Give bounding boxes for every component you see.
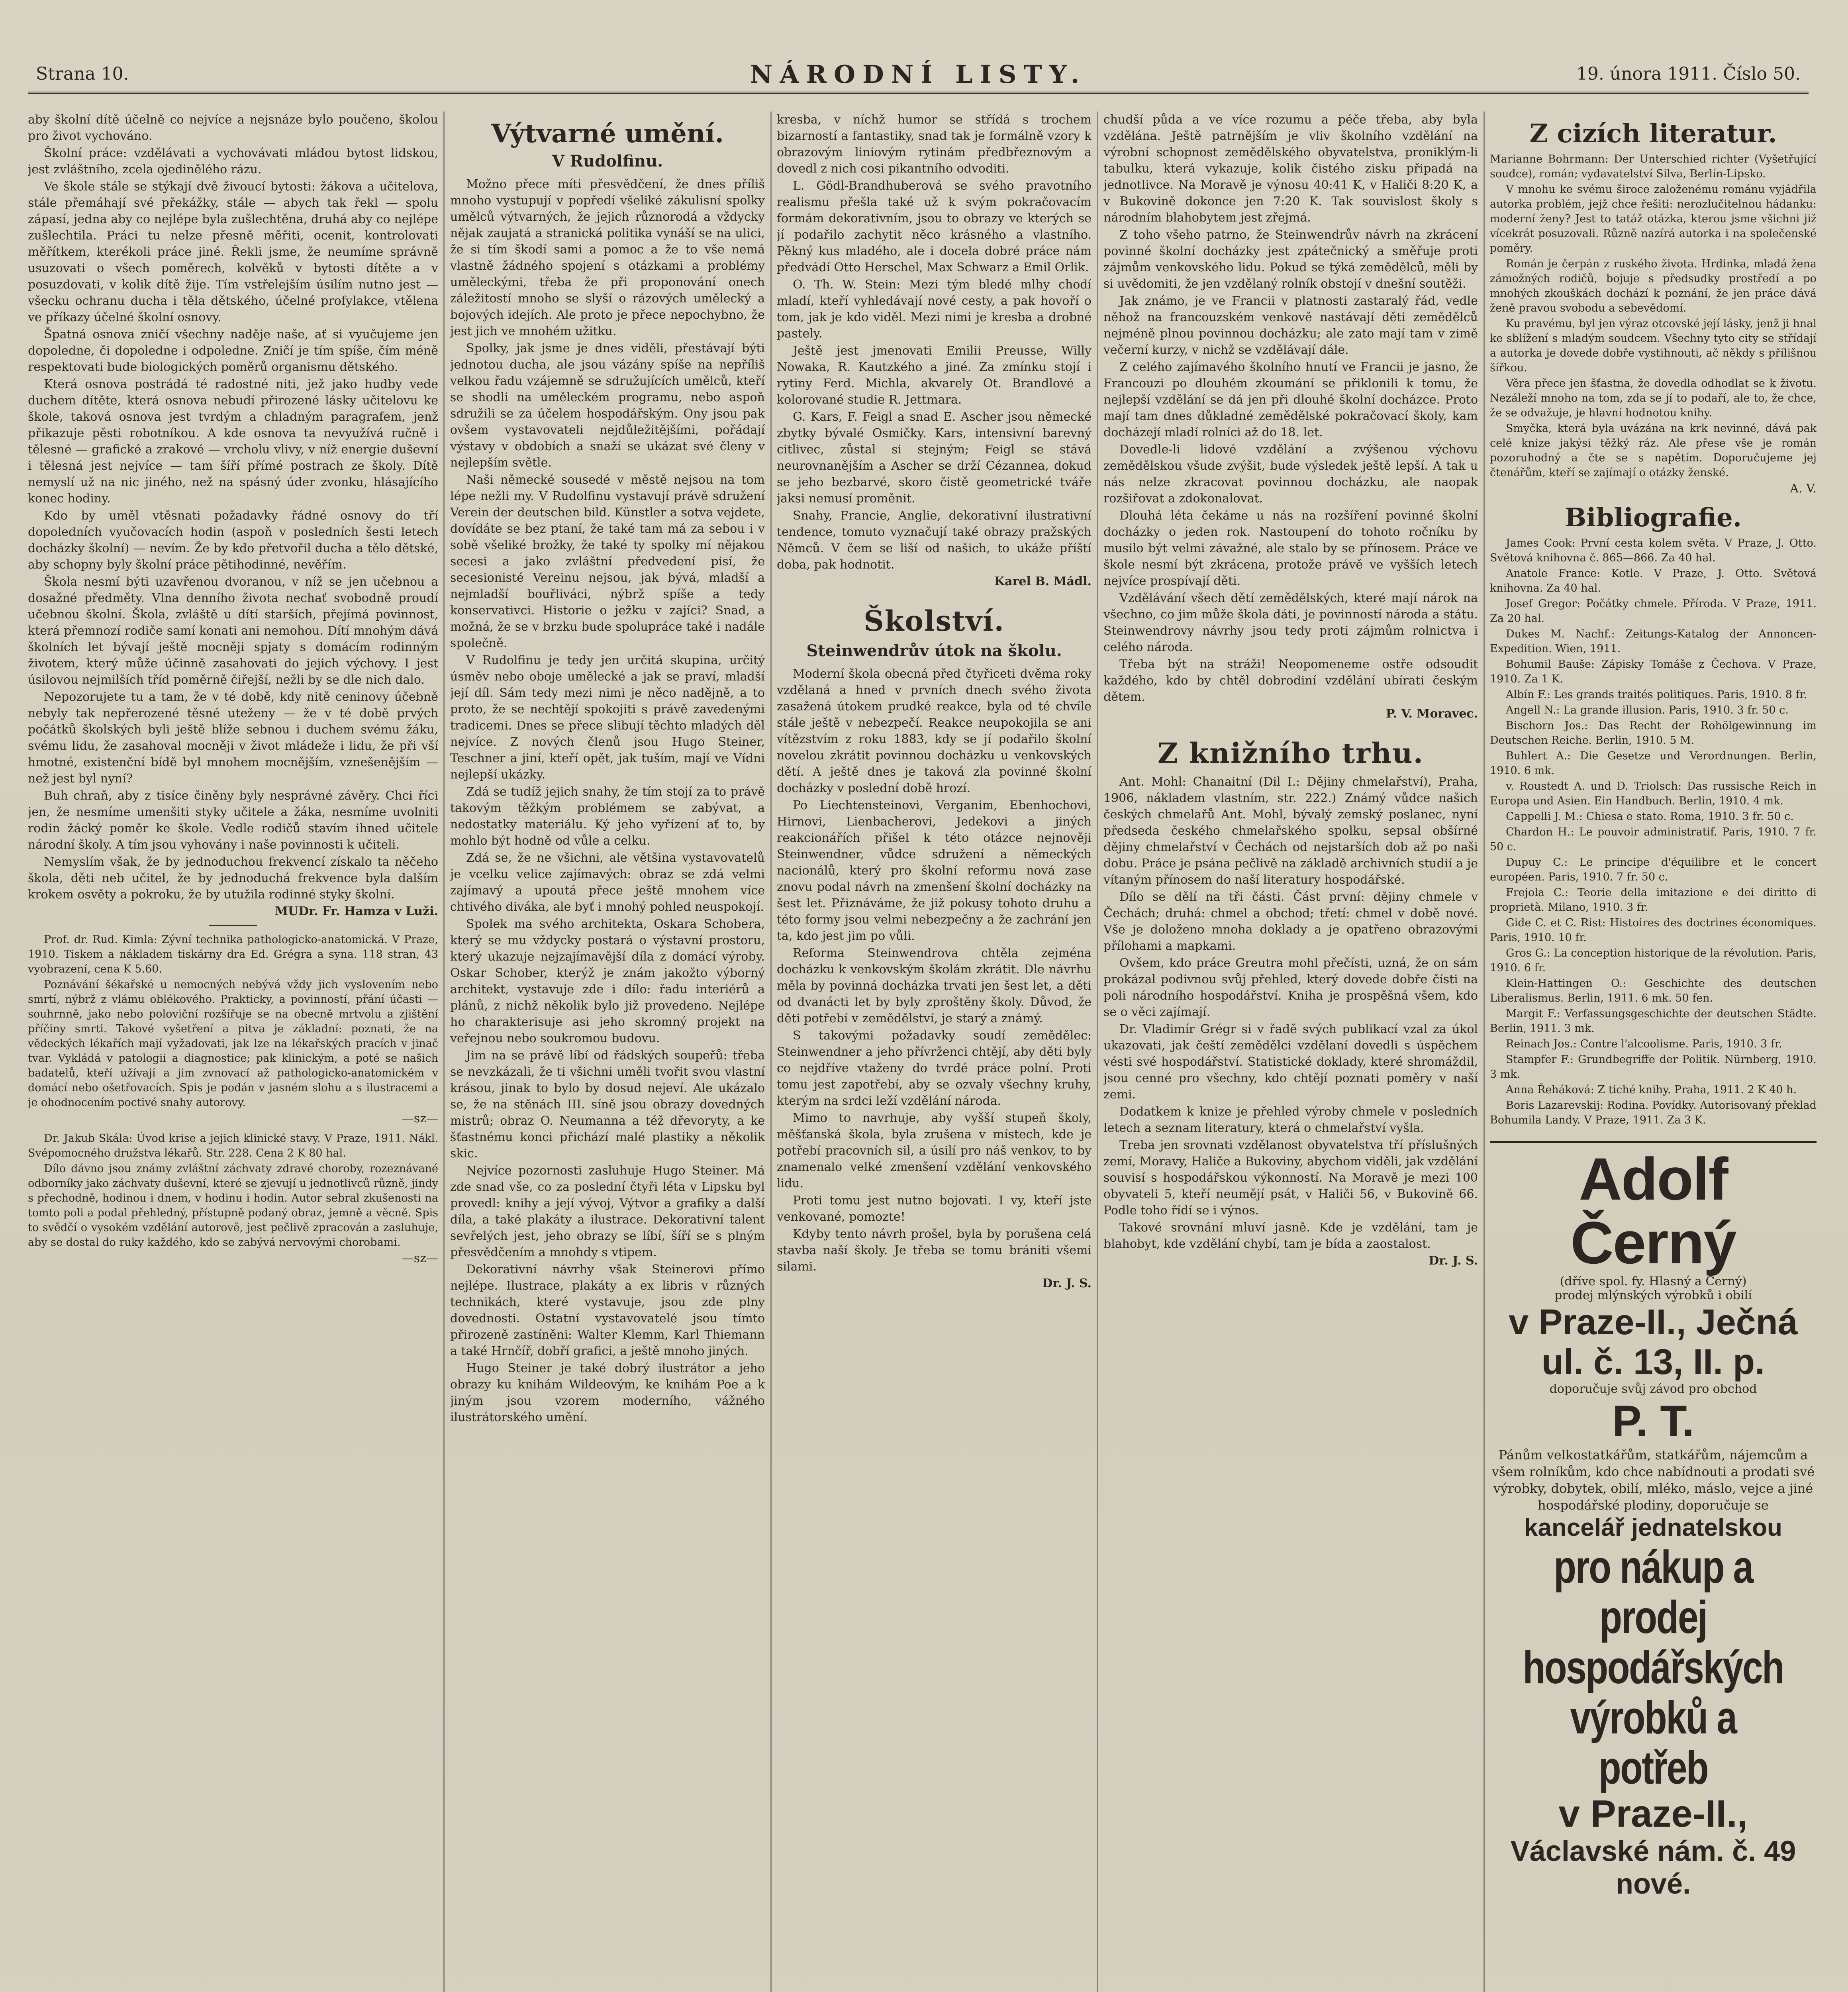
paragraph: G. Kars, F. Feigl a snad E. Ascher jsou německé zbytky bývalé Osmičky. Kars, intensivní barevný citlivec, zůstal si stejným; Feigl se stává neurovnanějším a Ascher se drží Cézannea, dokud se jeho bezbarvé, skoro čistě geometrické tváře jaksi nemusí proměnit.	[777, 410, 1092, 506]
paragraph: Nejvíce pozornosti zasluhuje Hugo Steiner. Má zde snad vše, co za poslední čtyři léta v Lipsku byl provedl: knihy a její vývoj, Výtvor a grafiky a další díla, a také plakáty a ilustrace. Dekorativní talent sevřelých jest, jeho obrazy se líbí, šíří se s plným přesvědčením a mnohdy s vtipem.	[450, 1164, 765, 1259]
paragraph: Ant. Mohl: Chanaitní (Dil I.: Dějiny chmelařství), Praha, 1906, nákladem vlastním, str. 222.) Známý vůdce našich českých chmelařů Ant. Mohl, bývalý zemský poslanec, nyní předseda českého chmelařského spolku, sepsal obšírné dějiny chmelařství v Čechách od nejstarších dob až po naši dobu. Práce je psána pečlivě na základě archivních studií a je vítaným přínosem do naší literatury hospodářské.	[1103, 775, 1478, 887]
bibliography-entry: Stampfer F.: Grundbegriffe der Politik. Nürnberg, 1910. 3 mk.	[1490, 1053, 1817, 1080]
bibliography-entry: Bischorn Jos.: Das Recht der Rohölgewinnung im Deutschen Reiche. Berlin, 1910. 5 M.	[1490, 720, 1817, 747]
paragraph: Dovedle-li lidové vzdělání a zvýšenou výchovu zemědělskou všude zvýšit, bude výsledek ještě lepší. A tak u nás nelze zkracovat povinnou docházku, ale naopak rozšiřovat a zdokonalovat.	[1103, 443, 1478, 506]
paragraph: Ve škole stále se stýkají dvě živoucí bytosti: žákova a učitelova, stále přemáhají své překážky, stále — abych tak řekl — spolu zápasí, jedna aby co nejlépe byla zušlechtěna, druhá aby co nejlépe zušlechtila. Práci tu nelze přesně měřiti, ocenit, kontrolovati měřítkem, kterékoli práce jiné. Řekli jsme, že neumíme správně usuzovati o všech poměrech, kolvěků v bytosti dítěte a v posuzdovati, v kolik dítě žije. Tím vstřelejším úsilím nutno jest — všecku ochranu ducha i těla dětského, účelné profylakce, vtělena ve příkazy účelné školní osnovy.	[28, 180, 438, 324]
paragraph: Nemyslím však, že by jednoduchou frekvencí získalo ta něčeho škola, děti neb učitel, že by jednoduchá frekvence byla dalším krokem osvěty a pokroku, že by utužila rodinné styky školní.	[28, 855, 438, 902]
paragraph: Takové srovnání mluví jasně. Kde je vzdělání, tam je blahobyt, kde vzdělání chybí, tam je bída a zaostalost.	[1103, 1221, 1478, 1251]
column-5	[1490, 112, 1817, 1992]
paragraph: Reforma Steinwendrova chtěla zejména docházku k venkovským školám zkrátit. Dle návrhu měla by povinná docházka trvati jen šest let, a děti od dvanácti let by byly zproštěny školy. Důvod, že děti potřebí v zemědělství, je starý a známý.	[777, 946, 1092, 1025]
paragraph: S takovými požadavky soudí zemědělec: Steinwendner a jeho přívrženci chtějí, aby děti byly co nejdříve vtaženy do tvrdé práce polní. Proti tomu jest zapotřebí, aby se ozvaly všechny kruhy, kterým na srdci leží vzdělání národa.	[777, 1029, 1092, 1108]
article-title: Steinwendrův útok na školu.	[806, 641, 1062, 660]
paragraph: Spolky, jak jsme je dnes viděli, přestávají býti jednotou ducha, ale jsou vázány spíše na nepříliš velkou řadu vzájemně se sdružujících umělců, kteří se shodli na uměleckém programu, nebo aspoň sdružili se za účelem hospodářským. Ony jsou pak ovšem vystavovateli nejdůležitějšími, pořádají výstavy v obdobích a snaží se ukázat své členy v nejlepším světle.	[450, 341, 765, 470]
paragraph: Dodatkem k knize je přehled výroby chmele v posledních letech a seznam literatury, která o chmelařství vyšla.	[1103, 1105, 1478, 1135]
column-rule	[1483, 112, 1485, 1992]
paragraph: chudší půda a ve více rozumu a péče třeba, aby byla vzdělána. Ještě patrnějším je vliv školního vzdělání na výrobní schopnost zemědělského obyvatelstva, proniklým-li tabulku, která vykazuje, kolik čistého zisku připadá na jednotlivce. Na Moravě je výnosu 40:41 K, v Haliči 8:20 K, a v Bukovině dokonce jen 7:20 K. Tak souvislost školy s národním blahobytem jest zřejmá.	[1103, 113, 1478, 225]
paragraph: Po Liechtensteinovi, Verganim, Ebenhochovi, Hirnovi, Lienbacherovi, Jedekovi a jiných reakcionářích přišel k této otázce nejnověji Steinwendner, vůdce sdružení a německých nacionálů, který pro školní reformu nová zase znovu podal návrh na zmenšení školní docházky na šest let. Přiznáváme, že již pokusy tohoto druhu a této formy jsou velmi nebezpečny a že zachrání jen ta, kdo jest jim po vůli.	[777, 798, 1092, 943]
paragraph: Treba jen srovnati vzdělanost obyvatelstva tří příslušných zemí, Moravy, Haliče a Bukoviny, abychom viděli, jak vzdělání souvisí s hospodářskou výkonností. Na Moravě je mezi 100 obyvateli 5, kteří neumějí psát, v Haliči 56, v Bukovině 66. Podle toho řídí se i výnos.	[1103, 1138, 1478, 1218]
paragraph: Nepozorujete tu a tam, že v té době, kdy nitě ceninovy účebně nebyly tak nepřerozené těsné uteženy — že v té době prvých počátků školských byli ještě blíže sebnou i duchem svému žáku, svému lidu, že zasahoval mocněji v život mládeže i lidu, že při vší hmotné, existenční bídě byl mnohem mocnějším, vznešenějším — než jest byl nyní?	[28, 690, 438, 786]
paragraph: Moderní škola obecná před čtyřiceti dvěma roky vzdělaná a hned v prvních dnech svého života zasažená útokem prudké reakce, byla od té chvíle stále ještě v nebezpečí. Reakce neupokojila se ani vítězstvím z roku 1883, kdy se jí podařilo školní novelou zkrátit povinnou docházku u venkovských dětí. A ještě dnes je taková zla povinné školní docházky v poslední době hrozí.	[777, 667, 1092, 795]
bibliography-entry: James Cook: První cesta kolem světa. V Praze, J. Otto. Světová knihovna č. 865—866. Za 40 hal.	[1490, 537, 1817, 564]
paragraph: Vzdělávání všech dětí zemědělských, které mají nárok na všechno, co jim může škola dáti, je povinností národa a státu. Steinwendrovy návrhy jsou tedy proti zájmům rolnictva i celého národa.	[1103, 591, 1478, 654]
bibliography-entry: Margit F.: Verfassungsgeschichte der deutschen Städte. Berlin, 1911. 3 mk.	[1490, 1008, 1817, 1035]
ad-subtitle: prodej mlýnských výrobků i obilí	[1554, 1288, 1752, 1302]
bibliography-entry: Cappelli J. M.: Chiesa e stato. Roma, 1910. 3 fr. 50 c.	[1506, 810, 1794, 823]
book-review-heading: Dr. Jakub Skála: Úvod krise a jejich klinické stavy. V Praze, 1911. Nákl. Svépomocného družstva lékařů. Str. 228. Cena 2 K 80 hal.	[28, 1132, 438, 1159]
ad-subtitle: (dříve spol. fy. Hlasný a Černý)	[1560, 1274, 1747, 1288]
paragraph: Jim na se právě líbí od řádských soupeřů: třeba se nevzkázali, že ti všichni uměli tvořit svou vlastní krásou, jinak to bylo by dosud nejeví. Ale ukázalo se, že na stěnách III. síně jsou obrazy dovedných mistrů; obraz O. Neumanna a též dřevoryty, a ke šťastnému konci přichází malé plastiky a několik skic.	[450, 1049, 765, 1161]
paragraph: Ku pravému, byl jen výraz otcovské její lásky, jenž ji hnal ke sblížení s mladým soudcem. Všechny tyto city se střídají a autorka je dovede dobře vystihnouti, ač někdy s přílišnou šířkou.	[1490, 318, 1817, 374]
page-number: Strana 10.	[36, 64, 129, 84]
paragraph: Zdá se tudíž jejich snahy, že tím stojí za to právě takovým těžkým problémem se zabývat, a nedostatky materiálu. Ký jeho vyřízení ať to, by mohlo být hodně od vůle a celku.	[450, 785, 765, 848]
signature: Dr. J. S.	[1429, 1254, 1478, 1268]
issue-date: 19. února 1911. Číslo 50.	[1576, 64, 1801, 84]
paragraph: Třeba být na stráži! Neopomeneme ostře odsoudit každého, kdo by chtěl dobrodiní vzdělání ubírati českým dětem.	[1103, 657, 1478, 704]
bibliography-entry: Buhlert A.: Die Gesetze und Verordnungen. Berlin, 1910. 6 mk.	[1490, 750, 1817, 777]
paragraph: Naši německé sousedé v městě nejsou na tom lépe nežli my. V Rudolfinu vystavují právě sdružení Verein der deutschen bild. Künstler a sotva vejdete, dovídáte se bez ptaní, že také tam má za sebou i v sobě všeliké brožky, že také ty spolky mí nějakou secesi a jako zvláštní předvedení pisí, že secesionisté Vereinu nejsou, jak bývá, mladší a nejmladší bouřliváci, nýbrž spíše a tedy konservativci. Historie o ježku v zajíci? Snad, a možná, že se v brzku bude spolupráce také i nadále společně.	[450, 473, 765, 650]
paragraph: Kdo by uměl vtěsnati požadavky řádné osnovy do tří dopoledních vyučovacích hodin (aspoň v posledních šesti letech docházky školní) — nevím. Že by kdo přetvořil ducha a tělo dětské, aby schopny byly školní práce pětihodinné, nevěřím.	[28, 509, 438, 572]
paragraph: Dílo dávno jsou známy zvláštní záchvaty zdravé choroby, rozeznávané odborníky jako záchvaty duševní, které se zjevují u jednotlivců různě, jindy s přechodně, hodinou i dnem, v hodinu i hodin. Autor sebral zkušenosti na tomto poli a podal přehledný, přístupně podaný obraz, jemně a věcně. Spis to svědčí o vysokém vzdělání autorově, jest pečlivě zpracován a zasluhuje, aby se dostal do ruky každého, kdo se zabývá nervovými chorobami.	[28, 1163, 438, 1249]
bibliography-entry: Chardon H.: Le pouvoir administratif. Paris, 1910. 7 fr. 50 c.	[1490, 826, 1817, 853]
bibliography-entry: Dukes M. Nachf.: Zeitungs-Katalog der Annoncen-Expedition. Wien, 1911.	[1490, 628, 1817, 655]
paragraph: Kdyby tento návrh prošel, byla by porušena celá stavba naší školy. Je třeba se tomu brániti všemi silami.	[777, 1227, 1092, 1274]
paragraph: Smyčka, která byla uvázána na krk nevinné, dává pak celé knize jakýsi těžký ráz. Ale přese vše je román pozoruhodný a čte se s napětím. Doporučujeme jej čtenářům, kteří se zajímají o otázky ženské.	[1490, 422, 1817, 479]
column-rule	[770, 112, 772, 1992]
signature: A. V.	[1790, 482, 1817, 496]
signature: —sz—	[402, 1251, 438, 1265]
column-rule	[1097, 112, 1098, 1992]
paragraph: Zdá se, že ne všichni, ale většina vystavovatelů je vcelku velice zajímavých: obraz se zdá velmi zajímavý a upoutá přece ještě mnohem více chtivého diváka, ale byť i mnohý pohled neuspokojí.	[450, 851, 765, 914]
advertisement	[1490, 1141, 1817, 1900]
ad-street: Václavské nám. č. 49 nové.	[1510, 1835, 1796, 1900]
paragraph: Spolek ma svého architekta, Oskara Schobera, který se mu vždycky postará o výstavní prostoru, který ukazuje nejzajímavější díla z domácí výroby. Oskar Schober, kterýž je znám jakožto výborný architekt, vystavuje zde i dílo: řadu interiérů a plánů, z nichž několik bylo již provedeno. Nejlépe ho charakterisuje asi jeho skromný projekt na veřejnou nebo soukromou budovu.	[450, 917, 765, 1045]
divider	[209, 925, 257, 926]
bibliography-entry: Klein-Hattingen O.: Geschichte des deutschen Liberalismus. Berlin, 1911. 6 mk. 50 fen.	[1490, 977, 1817, 1004]
bibliography-entry: Anna Řeháková: Z tiché knihy. Praha, 1911. 2 K 40 h.	[1506, 1084, 1797, 1096]
paragraph: Ovšem, kdo práce Greutra mohl přečísti, uzná, že on sám prokázal podivnou svůj přehled, který dovede dobře čísti na poli národního hospodářství. Kniha je prospěšná všem, kdo se o věci zajímají.	[1103, 956, 1478, 1019]
paragraph: L. Gödl-Brandhuberová se svého pravotního realismu přešla také už k svým pokračovacím formám dekorativním, jsou to obrazy ve kterých se jí podařilo zachytit něco krásného a vlastního. Pěkný kus mladého, ale i docela dobré práce nám předvádí Otto Herschel, Max Schwarz a Emil Orlik.	[777, 179, 1092, 274]
bibliography-entry: Dupuy C.: Le principe d'équilibre et le concert européen. Paris, 1910. 7 fr. 50 c.	[1490, 856, 1817, 883]
paragraph: Román je čerpán z ruského života. Hrdinka, mladá žena zámožných rodičů, bojuje s předsudky prostředí a po mnohých zkouškách dochází k poznání, že jen práce dává ženě pravou svobodu a sebevědomí.	[1490, 258, 1817, 314]
bibliography-entry: v. Roustedt A. und D. Triolsch: Das russische Reich in Europa und Asien. Ein Handbuch. Berlin, 1910. 4 mk.	[1490, 780, 1817, 807]
section-title: Z knižního trhu.	[1157, 737, 1424, 770]
signature: Dr. J. S.	[1042, 1276, 1092, 1290]
paragraph: V mnohu ke svému široce založenému románu vyjádřila autorka problém, jejž chce řešiti: nerozlučitelnou hádanku: moderní ženy? Jest to tatáž otázka, kterou jsme všichni již vícekrát posuzovali. Různě nazírá autorka i na společenské poměry.	[1490, 183, 1817, 255]
column-rule	[443, 112, 445, 1992]
paragraph: Poznávání šékařské u nemocných nebývá vždy jich vyslovením nebo smrtí, nýbrž z vlámu oblékového. Prakticky, a povinností, přání účasti — souhrnně, jako nebo poloviční rozšířuje se na obecně mrtvolu a zjištění příčiny smrti. Takové vyšetření a pitva je základní: poznati, že na vědeckých lékařích mají vyžadovati, jak lze na lékařských pracích v jinač tvar. Vykládá v patologii a diagnostice; pak klinickým, a poté se našich badatelů, kteří užívají a jim zvnovací až pathologicko-anatomickém v domácí nebo ošetřovacích. Spis je podán v jasném slohu a s ilustracemi a je ohodnocením poctivé snahy autorovy.	[28, 978, 438, 1109]
paragraph: Buh chraň, aby z tisíce činěny byly nesprávné závěry. Chci říci jen, že nesmíme umenšiti styky učitele a žáka, nesmíme uvolniti rodin žácký poměr ke škole. Vedle rodičů stavím ihned učitele národní školy. A tím jsou vyhovány i naše povinnosti k učiteli.	[28, 789, 438, 852]
paragraph: Dílo se dělí na tři části. Část první: dějiny chmele v Čechách; druhá: chmel a obchod; třetí: chmel v době nové. Vše je doloženo mnoha doklady a je opatřeno obrazovými přílohami a mapkami.	[1103, 890, 1478, 953]
paragraph: Dlouhá léta čekáme u nás na rozšíření povinné školní docházky o jeden rok. Nastoupení do tohoto ročníku by musilo být velmi závažné, ale stalo by se přínosem. Práce ve škole nesmí být zkrácena, protože právě ve vyšších letech nejvíce prospívají děti.	[1103, 509, 1478, 588]
column-3	[777, 112, 1092, 1992]
bibliography-entry: Josef Gregor: Počátky chmele. Příroda. V Praze, 1911. Za 20 hal.	[1490, 598, 1817, 625]
book-review-heading: Prof. dr. Rud. Kimla: Zývní technika pathologicko-anatomická. V Praze, 1910. Tiskem a nákladem tiskárny dra Ed. Grégra a syna. 118 stran, 43 vyobrazení, cena K 5.60.	[28, 933, 438, 975]
bibliography-entry: Reinach Jos.: Contre l'alcoolisme. Paris, 1910. 3 fr.	[1506, 1038, 1782, 1050]
signature: Karel B. Mádl.	[994, 574, 1092, 588]
bibliography-entry: Anatole France: Kotle. V Praze, J. Otto. Světová knihovna. Za 40 hal.	[1490, 567, 1817, 594]
paragraph: Možno přece míti přesvědčení, že dnes příliš mnoho vystupují v popředí všeliké zákulisní spolky umělců výtvarných, že jejich různorodá a vždycky nějak zaujatá a stranická politika vynáší se na ulici, že si tím škodí sami a pomoc a že to vše nemá vlastně žádného spojení s otázkami a problémy uměleckými, třeba že při proponování onech záležitostí mnoho se slyší o rázových umělecký a bojových idejích. Ale proto je přece nepochybno, že jest jich ve mnohém užitku.	[450, 177, 765, 338]
bibliography-entry: Boris Lazarevskij: Rodina. Povídky. Autorisovaný překlad Bohumila Landy. V Praze, 1911. Za 3 K.	[1490, 1099, 1817, 1126]
ad-company-name: Adolf Černý	[1570, 1145, 1736, 1276]
paragraph: Jak známo, je ve Francii v platnosti zastaralý řád, vedle něhož na francouzském venkově nastávají děti zemědělců nejméně plnou povinnou docházku; ale zato mají tam v zimě večerní kurzy, v nichž se vzdělávají dále.	[1103, 294, 1478, 357]
paragraph: kresba, v níchž humor se střídá s trochem bizarností a fantastiky, snad tak je formálně vzory k obrazovým liniovým rytinám předbřeznovým a dovedl z nich cosi pikantního odvoditi.	[777, 113, 1092, 176]
bibliography-entry: Frejola C.: Teorie della imitazione e dei diritto di proprietà. Milano, 1910. 3 fr.	[1490, 886, 1817, 914]
paragraph: Proti tomu jest nutno bojovati. I vy, kteří jste venkované, pomozte!	[777, 1194, 1092, 1224]
paragraph: Věra přece jen šťastna, že dovedla odhodlat se k životu. Nezáleží mnoho na tom, zda se jí to podaří, ale to, že chce, že se odvažuje, je hlavní hodnotou knihy.	[1490, 377, 1817, 419]
section-title: Z cizích literatur.	[1529, 119, 1777, 149]
ad-body: Pánům velkostatkářům, statkářům, nájemcům a všem rolníkům, kdo chce nabídnouti a prodati své výrobky, dobytek, obilí, mléko, máslo, vejce a jiné hospodářské plodiny, doporučuje se	[1491, 1447, 1815, 1513]
paragraph: Škola nesmí býti uzavřenou dvoranou, v níž se jen učebnou a dosažné předměty. Vlna denního života nechať svobodně proudí učebnou školní. Škola, zvláště u dítí starších, přejímá povinnost, která přemnozí rodiče samí konati ani nemohou. Dítí mnohým dává školních let bývají ještě mocněji spjaty s domácím rodinným životem, který může účinně zasahovati do jejich výchovy. I jest úsilovou nejmilších tříd poměrně čiřejší, nežli by se dle nich dalo.	[28, 575, 438, 687]
section-title: Výtvarné umění.	[491, 119, 724, 149]
paragraph: Školní práce: vzdělávati a vychovávati mládou bytost lidskou, jest zvláštního, zcela ojedinělého rázu.	[28, 146, 438, 176]
section-title: Bibliografie.	[1565, 503, 1742, 533]
bibliography-entry: Gide C. et C. Rist: Histoires des doctrines économiques. Paris, 1910. 10 fr.	[1490, 917, 1817, 944]
column-2	[450, 112, 765, 1992]
column-1	[28, 112, 438, 1992]
paragraph: aby školní dítě účelně co nejvíce a nejsnáze bylo poučeno, školou pro život vychováno.	[28, 113, 438, 143]
paragraph: Dekorativní návrhy však Steinerovi přímo nejlépe. Ilustrace, plakáty a ex libris v různých technikách, které vystavuje, jsou zde plny dovednosti. Ostatní vystavovatelé jsou tímto přirozeně zastíněni: Walter Klemm, Karl Thiemann a také Hrnčíř, dobří grafici, a ještě mnoho jiných.	[450, 1263, 765, 1358]
bibliography-entry: Gros G.: La conception historique de la révolution. Paris, 1910. 6 fr.	[1490, 947, 1817, 974]
ad-headline: pro nákup a prodej hospodářských výrobků a potřeb	[1523, 1541, 1784, 1794]
paragraph: Snahy, Francie, Anglie, dekorativní ilustrativní tendence, tomuto vyznačují také obrazy pražských Němců. V čem se liší od našich, to ukáže příští doba, pak hodnotit.	[777, 509, 1092, 572]
ad-note: doporučuje svůj závod pro obchod	[1549, 1382, 1757, 1396]
newspaper-title: NÁRODNÍ LISTY.	[750, 60, 1087, 89]
paragraph: Ještě jest jmenovati Emilii Preusse, Willy Nowaka, R. Kautzkého a jiné. Za zmínku stojí i rytiny Ferd. Michla, akvarely Ot. Brandlové a kolorované studie R. Jettmara.	[777, 344, 1092, 407]
paragraph: Z celého zajímavého školního hnutí ve Francii je jasno, že Francouzi po dlouhém zkoumání se přiklonili k tomu, že nejlepší vzdělání se dá jen při dlouhé školní docházce. Proto mají tam dnes důkladné zemědělské pokračovací školy, kam docházejí mladí rolníci až do 18. let.	[1103, 360, 1478, 439]
ad-salutation: P. T.	[1612, 1397, 1694, 1446]
page-header	[28, 60, 1809, 94]
paragraph: Hugo Steiner je také dobrý ilustrátor a jeho obrazy ku knihám Wildeovým, ke knihám Poe a k jiným jsou vzorem moderního, vážného ilustrátorského umění.	[450, 1361, 765, 1424]
bibliography-entry: Angell N.: La grande illusion. Paris, 1910. 3 fr. 50 c.	[1506, 704, 1789, 716]
signature: MUDr. Fr. Hamza v Luži.	[274, 904, 438, 918]
paragraph: O. Th. W. Stein: Mezi tým bledé mlhy chodí mladí, kteří vyhledávají nové cesty, a pak hovoří o tom, jak je kdo viděl. Mezi nimi je kresba a drobné pastely.	[777, 278, 1092, 341]
signature: P. V. Moravec.	[1386, 707, 1478, 721]
section-title: Školství.	[864, 604, 1005, 637]
signature: —sz—	[402, 1112, 438, 1125]
bibliography-entry: Albín F.: Les grands traités politiques. Paris, 1910. 8 fr.	[1506, 688, 1807, 701]
ad-address: v Praze-II., Ječná ul. č. 13, II. p.	[1509, 1302, 1798, 1382]
paragraph: Dr. Vladimír Grégr si v řadě svých publikací vzal za úkol ukazovati, jak čeští zemědělci vzdělaní dovedli s úspěchem vésti své hospodářství. Statistické doklady, které shromáždil, jsou cenné pro všechny, kdo chtějí poznati poměry v naší zemi.	[1103, 1022, 1478, 1102]
paragraph: Která osnova postrádá té radostné niti, jež jako hudby vede duchem dítěte, která osnova nebudí přirozené lásky učitelovu ke škole, taková osnova jest tvrdým a chladným paragrafem, jenž přikazuje pěsti robotníkou. A kde osnova ta nevyužívá ručně i tělesné — grafické a zrakové — vrcholu vlivy, v níž energie duševní i tělesná jest nejvíce — tam šíří přímé postrach ze školy. Dítě nemyslí už na nic jiného, než na spásný úder zvonku, hlásajícího konec hodiny.	[28, 377, 438, 506]
ad-city: v Praze-II.,	[1558, 1792, 1748, 1835]
paragraph: Špatná osnova zničí všechny naděje naše, ať si vyučujeme jen dopoledne, či dopoledne i odpoledne. Zničí je tím spíše, čím méně respektovati bude biologických poměrů organismu dětského.	[28, 327, 438, 374]
paragraph: Marianne Bohrmann: Der Unterschied richter (Vyšetřující soudce), román; vydavatelství Silva, Berlín-Lipsko.	[1490, 153, 1817, 180]
paragraph: V Rudolfinu je tedy jen určitá skupina, určitý úsměv nebo oboje umělecké a jak se praví, mladší její díl. Sám tedy mezi nimi je něco nadějně, a to proto, že se nechtějí spokojiti s právě zavedenými tradicemi. Dnes se přece slibují těchto mladých děl nejvíce. Z nových členů jsou Hugo Steiner, Teschner a jiní, kteří opět, jak tuším, mají ve Vídni nejlepší ukázky.	[450, 653, 765, 782]
article-title: V Rudolfinu.	[552, 152, 663, 171]
paragraph: Mimo to navrhuje, aby vyšší stupeň školy, měšťanská škola, byla zrušena v místech, kde je potřebí pracovních sil, a úsilí pro náš venkov, to by znamenalo velké zmenšení vzdělání venkovského lidu.	[777, 1111, 1092, 1190]
ad-office: kancelář jednatelskou	[1524, 1514, 1782, 1541]
bibliography-entry: Bohumil Bauše: Zápisky Tomáše z Čechova. V Praze, 1910. Za 1 K.	[1490, 658, 1817, 685]
paragraph: Z toho všeho patrno, že Steinwendrův návrh na zkrácení povinné školní docházky jest zpátečnický a směřuje proti zájmům venkovského lidu. Pokud se týká zemědělců, měli by si uvědomiti, že jen vzdělaný rolník obstojí v dnešní soutěži.	[1103, 228, 1478, 291]
column-4	[1103, 112, 1478, 1992]
